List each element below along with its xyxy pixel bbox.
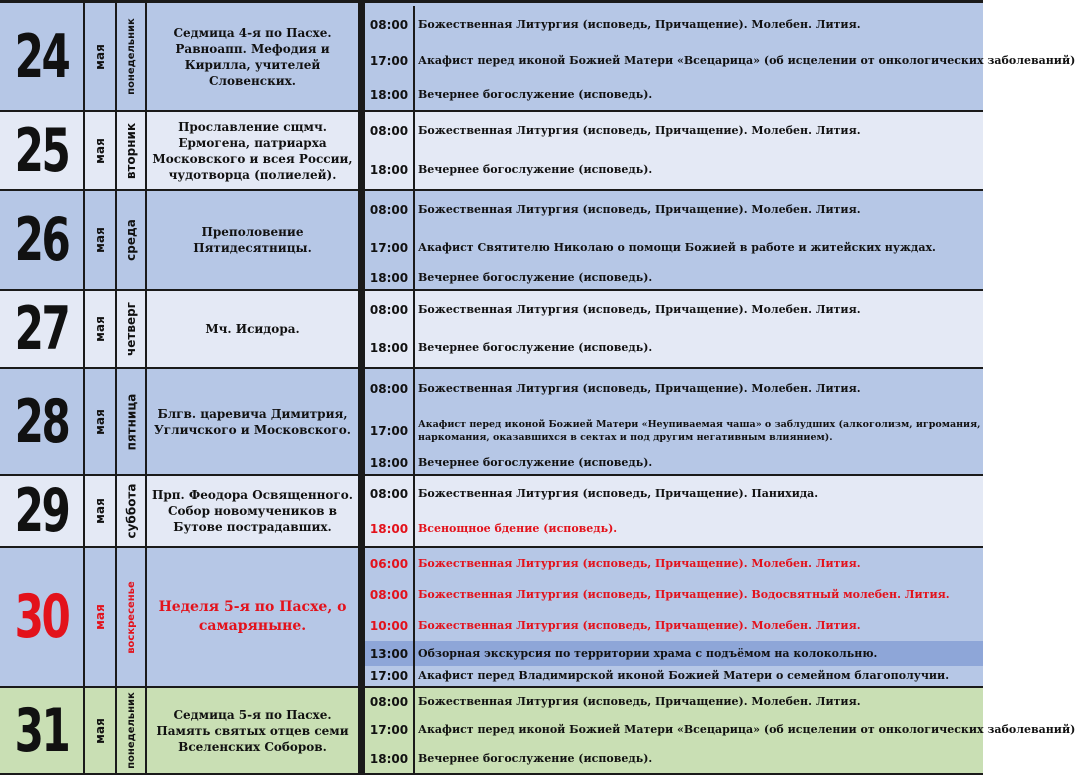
day-number: 25 bbox=[14, 115, 69, 186]
feast-cell bbox=[147, 369, 360, 474]
service-description: Акафист перед иконой Божией Матери «Неупиваемая чаша» о заблудших (алкоголизм, игромания, наркомания, оказавшихся в сектах и под другим негативным влиянием). bbox=[418, 418, 981, 443]
month-label: мая bbox=[93, 316, 107, 342]
day-number: 31 bbox=[14, 695, 69, 766]
day-number: 26 bbox=[14, 205, 69, 275]
feast-cell bbox=[147, 688, 360, 773]
service-row bbox=[365, 79, 983, 110]
service-description: Вечернее богослужение (исповедь). bbox=[418, 271, 653, 284]
service-time: 17:00 bbox=[365, 716, 415, 744]
service-time: 17:00 bbox=[365, 43, 415, 79]
service-time: 08:00 bbox=[365, 191, 415, 229]
service-row bbox=[365, 267, 983, 289]
day-row bbox=[0, 112, 983, 189]
weekday-cell bbox=[117, 191, 147, 289]
month-cell bbox=[85, 112, 117, 189]
day-row bbox=[0, 548, 983, 686]
service-description: Божественная Литургия (исповедь, Причащение). Молебен. Лития. bbox=[418, 203, 861, 216]
date-cell bbox=[0, 369, 85, 474]
feast-cell bbox=[147, 476, 360, 546]
day-number: 27 bbox=[14, 294, 69, 364]
date-cell bbox=[0, 476, 85, 546]
day-row bbox=[0, 476, 983, 546]
service-time: 08:00 bbox=[365, 291, 415, 329]
date-cell bbox=[0, 191, 85, 289]
service-row bbox=[365, 579, 983, 610]
date-cell bbox=[0, 291, 85, 367]
service-time: 08:00 bbox=[365, 112, 415, 150]
service-row bbox=[365, 512, 983, 546]
day-number: 30 bbox=[14, 582, 69, 652]
date-cell bbox=[0, 112, 85, 189]
service-time: 18:00 bbox=[365, 452, 415, 474]
service-description: Всенощное бдение (исповедь). bbox=[418, 522, 618, 535]
feast-title: Прославление сщмч. Ермогена, патриарха Московского и всея России, чудотворца (полиелей). bbox=[152, 119, 353, 182]
service-row bbox=[365, 666, 983, 686]
weekday-label: понедельник bbox=[125, 692, 137, 769]
weekday-label: воскресенье bbox=[125, 580, 137, 654]
weekday-cell bbox=[117, 291, 147, 367]
service-row bbox=[365, 150, 983, 189]
feast-cell bbox=[147, 191, 360, 289]
service-time: 18:00 bbox=[365, 329, 415, 367]
month-label: мая bbox=[93, 408, 107, 435]
feast-title: Преполовение Пятидесятницы. bbox=[193, 225, 312, 255]
service-row bbox=[365, 112, 983, 150]
service-time: 18:00 bbox=[365, 267, 415, 289]
weekday-cell bbox=[117, 476, 147, 546]
service-time: 08:00 bbox=[365, 369, 415, 409]
service-row bbox=[365, 744, 983, 773]
service-row bbox=[365, 43, 1075, 79]
weekday-label: четверг bbox=[124, 302, 138, 356]
service-time: 13:00 bbox=[365, 641, 415, 666]
weekday-cell bbox=[117, 369, 147, 474]
feast-title: Блгв. царевича Димитрия, Угличского и Московского. bbox=[154, 406, 351, 437]
feast-title: Седмица 5-я по Пасхе. Память святых отцев семи Вселенских Соборов. bbox=[156, 707, 349, 754]
day-number: 28 bbox=[14, 386, 69, 457]
service-row bbox=[365, 6, 983, 43]
service-description: Вечернее богослужение (исповедь). bbox=[418, 87, 653, 101]
service-description: Божественная Литургия (исповедь, Причащение). Молебен. Лития. bbox=[418, 303, 861, 316]
day-row bbox=[0, 191, 983, 289]
month-cell bbox=[85, 291, 117, 367]
service-description: Вечернее богослужение (исповедь). bbox=[418, 456, 653, 469]
month-label: мая bbox=[93, 604, 107, 630]
service-description: Вечернее богослужение (исповедь). bbox=[418, 341, 653, 354]
service-row bbox=[365, 229, 983, 267]
service-description: Божественная Литургия (исповедь, Причащение). Молебен. Лития. bbox=[418, 556, 861, 570]
feast-cell bbox=[147, 291, 360, 367]
weekday-label: пятница bbox=[124, 393, 138, 450]
weekday-cell bbox=[117, 548, 147, 686]
service-time: 17:00 bbox=[365, 229, 415, 267]
service-description: Божественная Литургия (исповедь, Причащение). Молебен. Лития. bbox=[418, 695, 861, 708]
service-description: Божественная Литургия (исповедь, Причащение). Молебен. Лития. bbox=[418, 17, 861, 31]
weekday-label: вторник bbox=[124, 122, 139, 179]
service-row bbox=[365, 409, 983, 452]
weekday-cell bbox=[117, 112, 147, 189]
service-description: Божественная Литургия (исповедь, Причащение). Панихида. bbox=[418, 487, 819, 500]
feast-title: Неделя 5-я по Пасхе, о самаряныне. bbox=[158, 599, 347, 634]
service-description: Божественная Литургия (исповедь, Причащение). Молебен. Лития. bbox=[418, 124, 861, 137]
date-cell bbox=[0, 688, 85, 773]
feast-cell bbox=[147, 3, 360, 110]
month-label: мая bbox=[93, 498, 107, 524]
weekday-cell bbox=[117, 3, 147, 110]
service-description: Акафист Святителю Николаю о помощи Божией в работе и житейских нуждах. bbox=[418, 241, 936, 254]
weekday-cell bbox=[117, 688, 147, 773]
month-label: мая bbox=[93, 137, 107, 164]
service-row bbox=[365, 716, 1075, 744]
day-row bbox=[0, 369, 983, 474]
feast-title: Мч. Исидора. bbox=[205, 322, 300, 336]
service-time: 08:00 bbox=[365, 476, 415, 512]
feast-title: Прп. Феодора Освященного. Собор новомучеников в Бутове пострадавших. bbox=[152, 488, 353, 534]
service-time: 17:00 bbox=[365, 666, 415, 686]
service-row bbox=[365, 548, 983, 579]
service-row bbox=[365, 476, 983, 512]
service-row bbox=[365, 610, 983, 641]
month-label: мая bbox=[93, 43, 107, 70]
month-cell bbox=[85, 3, 117, 110]
weekday-label: суббота bbox=[124, 483, 138, 539]
service-row bbox=[365, 291, 983, 329]
service-time: 17:00 bbox=[365, 409, 415, 452]
service-description: Божественная Литургия (исповедь, Причащение). Молебен. Лития. bbox=[418, 618, 861, 632]
month-label: мая bbox=[93, 717, 107, 744]
service-row bbox=[365, 688, 983, 716]
date-cell bbox=[0, 548, 85, 686]
service-description: Акафист перед иконой Божией Матери «Всецарица» (об исцелении от онкологических заболеваний) bbox=[418, 54, 1075, 67]
service-row bbox=[365, 369, 983, 409]
month-cell bbox=[85, 369, 117, 474]
month-cell bbox=[85, 548, 117, 686]
service-description: Вечернее богослужение (исповедь). bbox=[418, 162, 653, 176]
feast-title: Седмица 4-я по Пасхе. Равноапп. Мефодия и Кирилла, учителей Словенских. bbox=[173, 25, 332, 88]
service-time: 08:00 bbox=[365, 579, 415, 610]
service-row bbox=[365, 641, 983, 666]
day-number: 24 bbox=[14, 21, 69, 92]
service-time: 08:00 bbox=[365, 688, 415, 716]
day-row bbox=[0, 3, 1075, 110]
feast-cell bbox=[147, 548, 360, 686]
service-description: Божественная Литургия (исповедь, Причащение). Водосвятный молебен. Лития. bbox=[418, 587, 950, 601]
service-description: Акафист перед Владимирской иконой Божией Матери о семейном благополучии. bbox=[418, 669, 950, 682]
service-description: Акафист перед иконой Божией Матери «Всецарица» (об исцелении от онкологических заболеваний) bbox=[418, 723, 1075, 736]
day-number: 29 bbox=[14, 476, 69, 546]
service-description: Вечернее богослужение (исповедь). bbox=[418, 751, 653, 765]
service-time: 06:00 bbox=[365, 548, 415, 579]
service-description: Божественная Литургия (исповедь, Причащение). Молебен. Лития. bbox=[418, 382, 861, 395]
service-time: 08:00 bbox=[365, 6, 415, 43]
weekday-label: понедельник bbox=[125, 18, 137, 95]
service-time: 18:00 bbox=[365, 512, 415, 546]
service-time: 10:00 bbox=[365, 610, 415, 641]
feast-cell bbox=[147, 112, 360, 189]
service-row bbox=[365, 191, 983, 229]
service-description: Обзорная экскурсия по территории храма с подъёмом на колокольню. bbox=[418, 646, 878, 660]
service-time: 18:00 bbox=[365, 79, 415, 110]
service-time: 18:00 bbox=[365, 150, 415, 189]
month-cell bbox=[85, 476, 117, 546]
day-row bbox=[0, 291, 983, 367]
month-cell bbox=[85, 191, 117, 289]
service-row bbox=[365, 452, 983, 474]
service-row bbox=[365, 329, 983, 367]
service-time: 18:00 bbox=[365, 744, 415, 773]
date-cell bbox=[0, 3, 85, 110]
month-label: мая bbox=[93, 227, 107, 253]
weekday-label: среда bbox=[124, 219, 139, 261]
month-cell bbox=[85, 688, 117, 773]
day-row bbox=[0, 688, 1075, 773]
